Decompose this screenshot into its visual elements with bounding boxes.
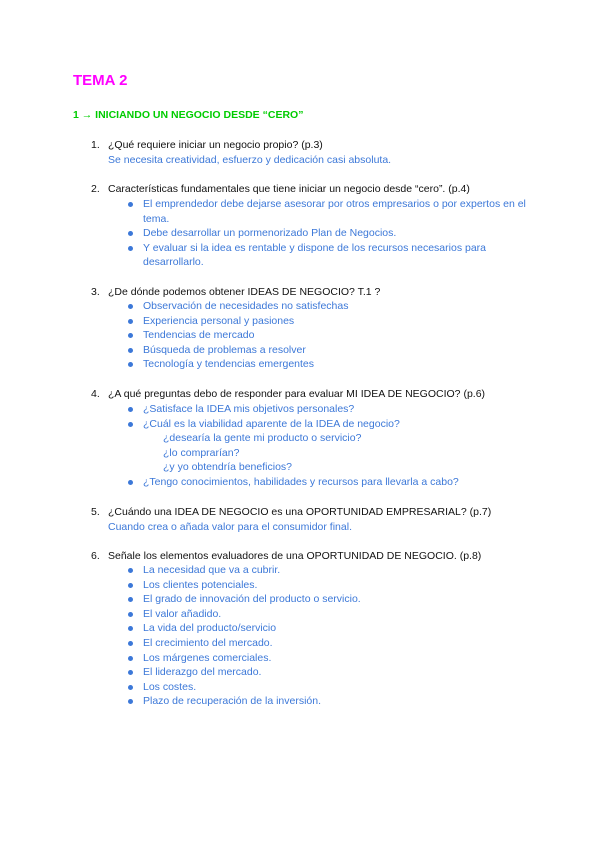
bullet-icon <box>128 699 133 704</box>
list-item: Los costes. <box>126 680 526 695</box>
list-item: La vida del producto/servicio <box>126 621 526 636</box>
question-text: Señale los elementos evaluadores de una OPORTUNIDAD DE NEGOCIO. (p.8) <box>108 550 482 562</box>
answer-text: Cuando crea o añada valor para el consumidor final. <box>108 520 352 533</box>
bullet-list <box>126 299 526 372</box>
bullet-list <box>126 197 526 270</box>
question-number: 4. <box>91 388 100 400</box>
bullet-list <box>126 563 526 709</box>
list-item: Observación de necesidades no satisfechas <box>126 299 526 314</box>
page-title: TEMA 2 <box>73 72 128 89</box>
bullet-icon <box>128 568 133 573</box>
list-item: Tendencias de mercado <box>126 328 526 343</box>
bullet-icon <box>128 670 133 675</box>
question-text: ¿A qué preguntas debo de responder para evaluar MI IDEA DE NEGOCIO? (p.6) <box>108 388 486 400</box>
sub-question: ¿y yo obtendría beneficios? <box>163 461 292 473</box>
list-item: Los márgenes comerciales. <box>126 651 526 666</box>
bullet-icon <box>128 422 133 427</box>
list-item: Plazo de recuperación de la inversión. <box>126 694 526 709</box>
question-text: ¿Qué requiere iniciar un negocio propio? (p.3) <box>108 139 323 151</box>
list-item: ¿Tengo conocimientos, habilidades y recursos para llevarla a cabo? <box>126 475 526 490</box>
list-item: La necesidad que va a cubrir. <box>126 563 526 578</box>
section-heading: 1 → INICIANDO UN NEGOCIO DESDE “CERO” <box>73 109 304 121</box>
question-text: ¿De dónde podemos obtener IDEAS DE NEGOCIO? T.1 ? <box>108 286 381 298</box>
bullet-icon <box>128 685 133 690</box>
bullet-list <box>126 402 526 431</box>
bullet-list <box>126 475 526 490</box>
list-item: El emprendedor debe dejarse asesorar por otros empresarios o por expertos en el tema. <box>126 197 526 226</box>
bullet-icon <box>128 202 133 207</box>
question-number: 2. <box>91 183 100 195</box>
bullet-icon <box>128 362 133 367</box>
list-item: Tecnología y tendencias emergentes <box>126 357 526 372</box>
bullet-icon <box>128 656 133 661</box>
list-item: Y evaluar si la idea es rentable y dispone de los recursos necesarios para desarrollarlo. <box>126 241 526 270</box>
list-item: El valor añadido. <box>126 607 526 622</box>
question-number: 1. <box>91 139 100 151</box>
question-text: ¿Cuándo una IDEA DE NEGOCIO es una OPORTUNIDAD EMPRESARIAL? (p.7) <box>108 506 492 518</box>
list-item: ¿Satisface la IDEA mis objetivos personales? <box>126 402 526 417</box>
bullet-icon <box>128 319 133 324</box>
list-item: Debe desarrollar un pormenorizado Plan de Negocios. <box>126 226 526 241</box>
list-item: ¿Cuál es la viabilidad aparente de la IDEA de negocio? <box>126 417 526 432</box>
question-number: 6. <box>91 550 100 562</box>
sub-question: ¿desearía la gente mi producto o servicio? <box>163 432 362 444</box>
list-item: El grado de innovación del producto o servicio. <box>126 592 526 607</box>
list-item: Experiencia personal y pasiones <box>126 314 526 329</box>
bullet-icon <box>128 583 133 588</box>
bullet-icon <box>128 304 133 309</box>
list-item: El liderazgo del mercado. <box>126 665 526 680</box>
question-number: 3. <box>91 286 100 298</box>
bullet-icon <box>128 333 133 338</box>
bullet-icon <box>128 407 133 412</box>
bullet-icon <box>128 480 133 485</box>
bullet-icon <box>128 246 133 251</box>
bullet-icon <box>128 626 133 631</box>
question-number: 5. <box>91 506 100 518</box>
list-item: Búsqueda de problemas a resolver <box>126 343 526 358</box>
bullet-icon <box>128 612 133 617</box>
answer-text: Se necesita creatividad, esfuerzo y dedicación casi absoluta. <box>108 153 392 166</box>
sub-question: ¿lo comprarían? <box>163 447 240 459</box>
bullet-icon <box>128 641 133 646</box>
bullet-icon <box>128 597 133 602</box>
list-item: Los clientes potenciales. <box>126 578 526 593</box>
question-text: Características fundamentales que tiene iniciar un negocio desde “cero”. (p.4) <box>108 183 470 195</box>
bullet-icon <box>128 231 133 236</box>
list-item: El crecimiento del mercado. <box>126 636 526 651</box>
bullet-icon <box>128 348 133 353</box>
